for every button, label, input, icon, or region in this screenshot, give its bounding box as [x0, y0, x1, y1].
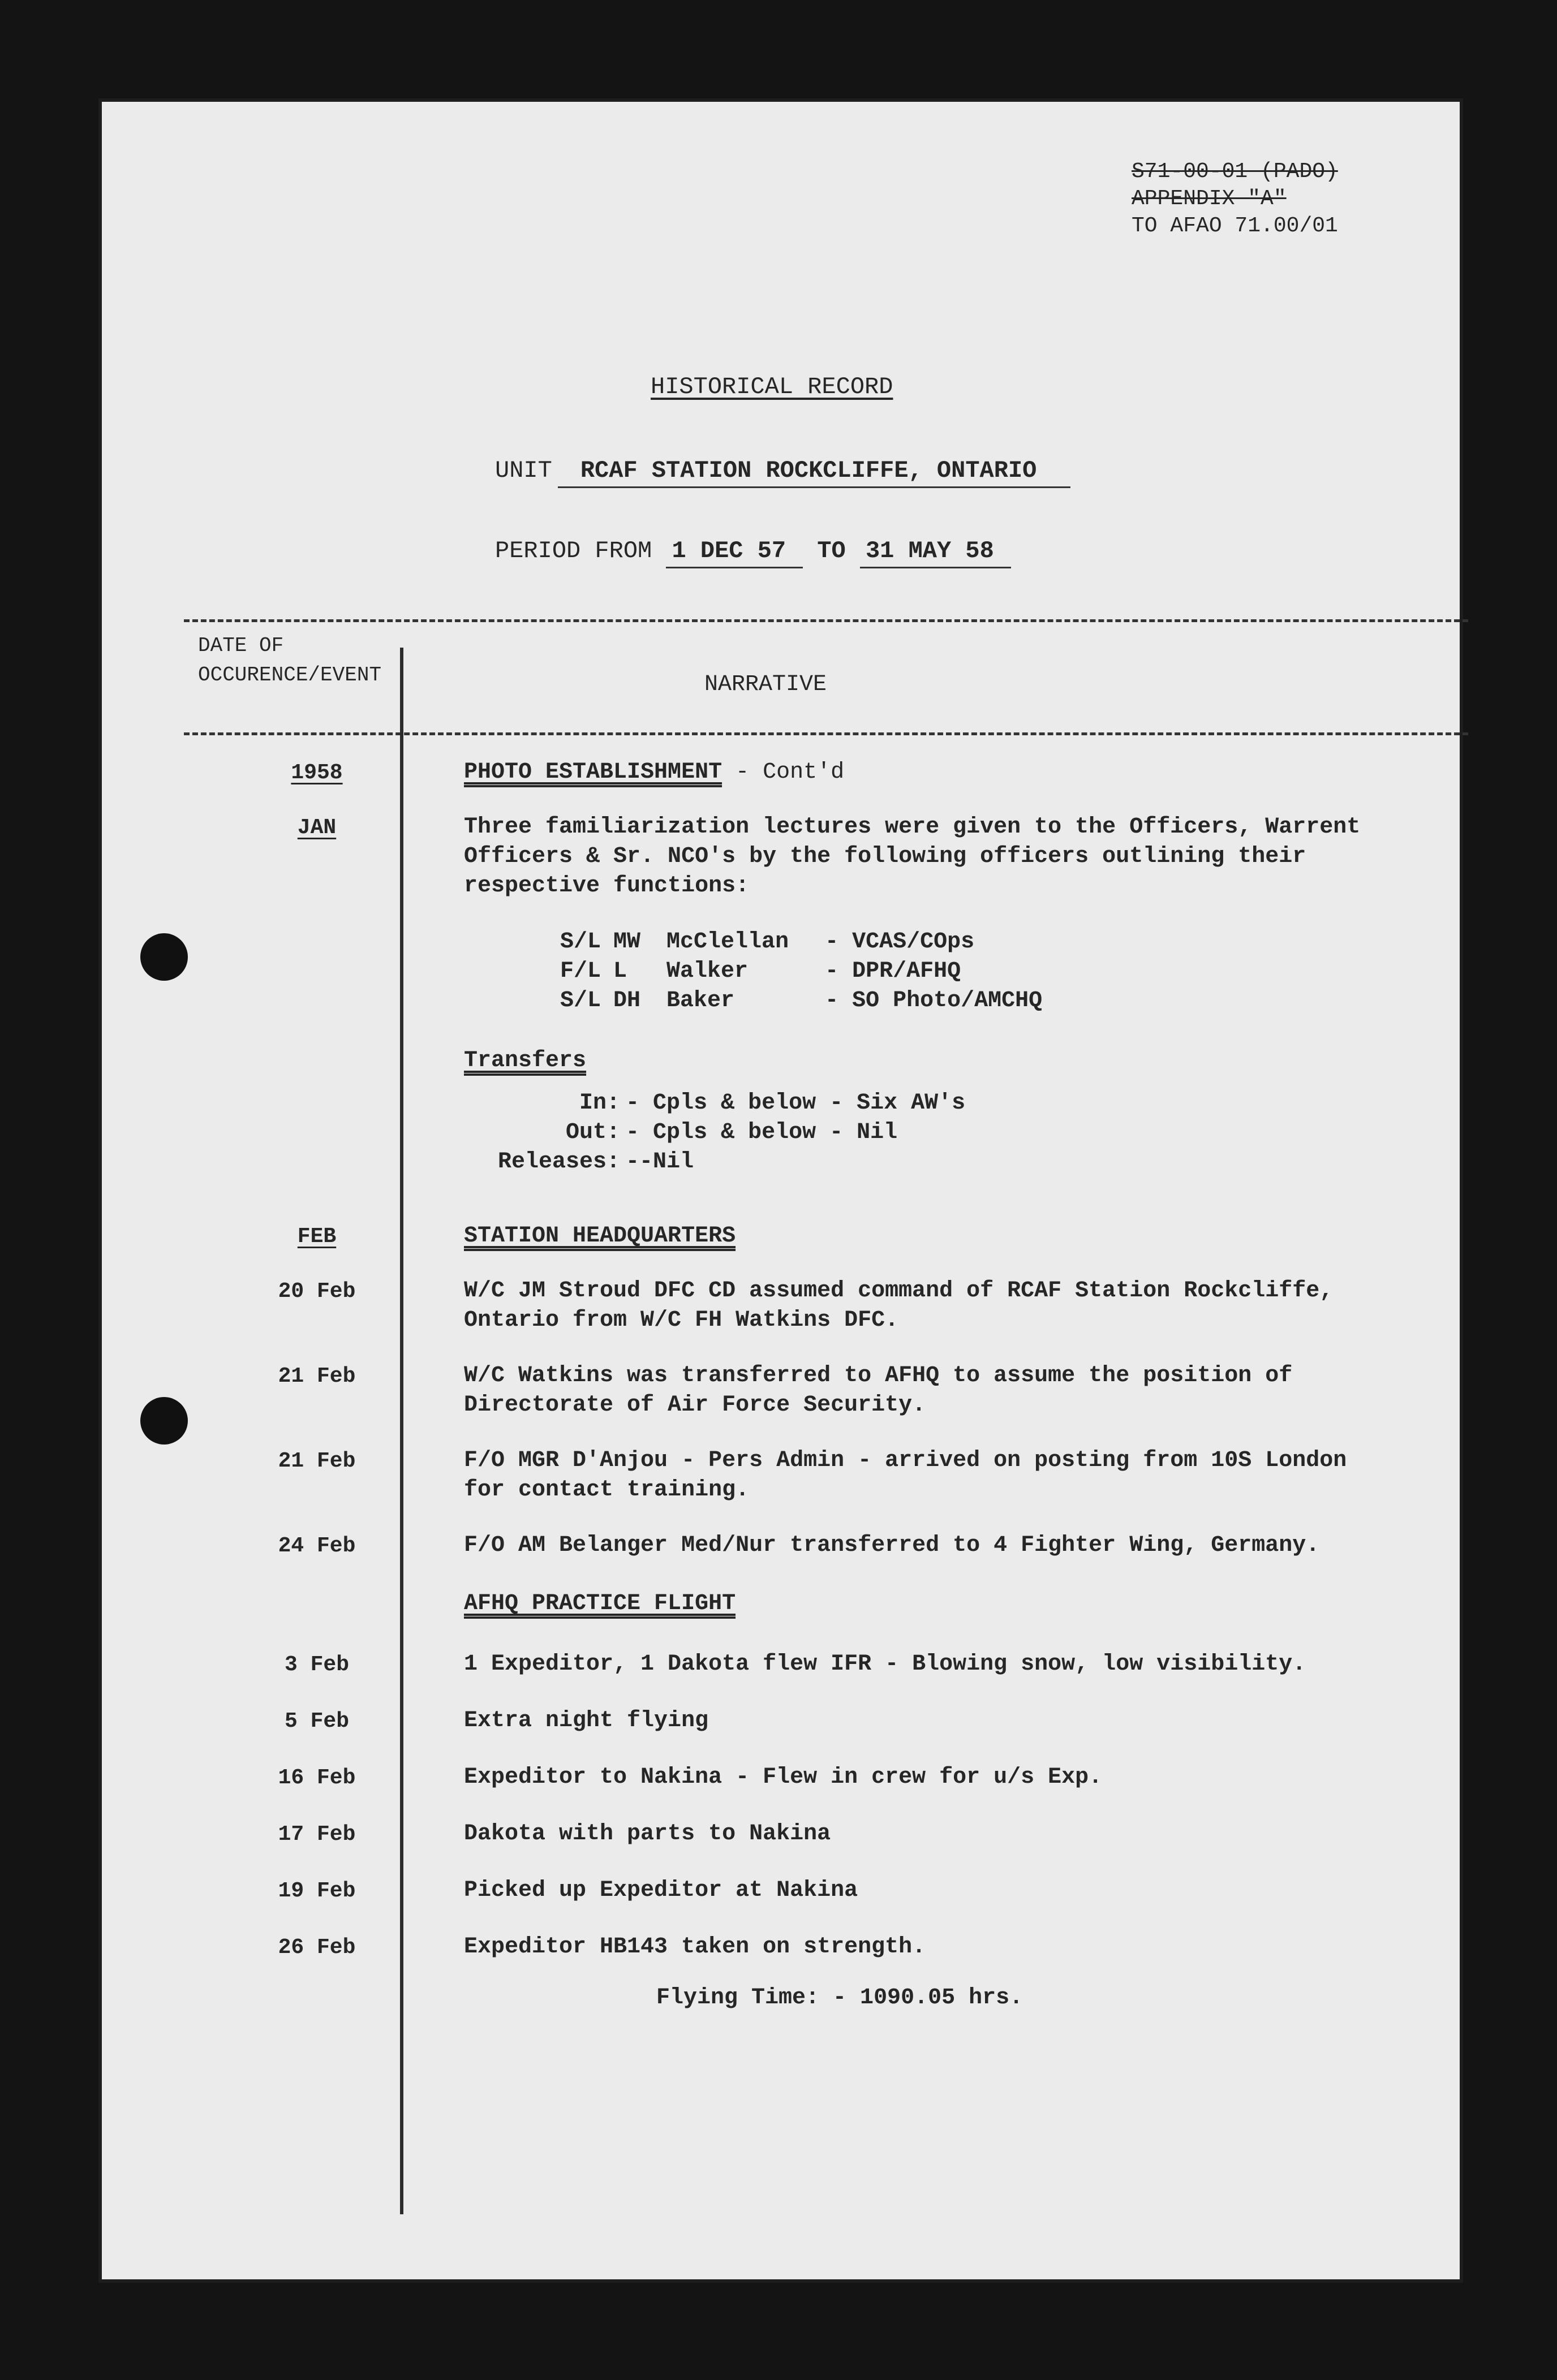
- period-to: 31 MAY 58: [860, 537, 1011, 568]
- transfers-heading: Transfers: [464, 1048, 587, 1073]
- officer-initials: DH: [613, 988, 641, 1014]
- entry-line: F/O AM Belanger Med/Nur transferred to 4 Fighter Wing, Germany.: [464, 1533, 1320, 1558]
- list-item: [560, 986, 1055, 1016]
- transfer-label: In:: [579, 1090, 621, 1116]
- unit-label: UNIT: [495, 457, 552, 484]
- page-title: HISTORICAL RECORD: [651, 373, 893, 400]
- list-item: [498, 1118, 971, 1148]
- period-label: PERIOD FROM: [495, 537, 652, 564]
- list-item: [498, 1089, 971, 1118]
- list-item: [560, 957, 1055, 986]
- officer-rank: S/L: [560, 988, 601, 1014]
- entry-text: Extra night flying: [464, 1708, 709, 1734]
- ref-line-3: TO AFAO 71.00/01: [1132, 214, 1338, 238]
- entry-line: F/O MGR D'Anjou - Pers Admin - arrived on posting from 10S London: [464, 1448, 1347, 1473]
- entry-date: 5 Feb: [284, 1709, 350, 1734]
- list-item: [560, 928, 1055, 957]
- reference-block: [1132, 158, 1338, 240]
- period-row: [495, 537, 1011, 568]
- officer-name: Baker: [666, 988, 735, 1014]
- unit-value: RCAF STATION ROCKCLIFFE, ONTARIO: [558, 457, 1071, 488]
- officer-initials: MW: [613, 929, 641, 955]
- ref-line-1: S71-00-01 (PADO): [1132, 159, 1338, 184]
- date-column-header: [198, 631, 381, 690]
- transfer-value: --Nil: [626, 1149, 694, 1175]
- entry-text: [464, 1446, 1347, 1505]
- photo-heading: PHOTO ESTABLISHMENT: [464, 760, 722, 785]
- entry-date: 21 Feb: [278, 1449, 356, 1473]
- entry-text: [464, 1531, 1319, 1560]
- entry-date: 19 Feb: [278, 1879, 356, 1903]
- year-label: 1958: [291, 761, 343, 785]
- entry-date: 21 Feb: [278, 1364, 356, 1389]
- transfer-label: Releases:: [498, 1149, 621, 1175]
- binder-hole: [140, 1397, 188, 1445]
- entry-line: W/C Watkins was transferred to AFHQ to assume the position of: [464, 1363, 1293, 1389]
- period-to-label: TO: [817, 537, 846, 564]
- entry-text: [464, 1277, 1333, 1335]
- officer-initials: L: [613, 959, 627, 984]
- officer-role: - SO Photo/AMCHQ: [825, 988, 1043, 1014]
- entry-line: for contact training.: [464, 1477, 750, 1503]
- ref-line-2: APPENDIX "A": [1132, 187, 1287, 211]
- narrative-column-header: NARRATIVE: [704, 672, 827, 697]
- officer-rank: S/L: [560, 929, 601, 955]
- date-header-line-1: DATE OF: [198, 634, 284, 657]
- list-item: [498, 1148, 971, 1177]
- officer-role: - VCAS/COps: [825, 929, 975, 955]
- entry-date: 17 Feb: [278, 1822, 356, 1847]
- officer-role: - DPR/AFHQ: [825, 959, 961, 984]
- flying-time: Flying Time: - 1090.05 hrs.: [656, 1985, 1023, 2011]
- officer-rank: F/L: [560, 959, 601, 984]
- transfer-value: - Cpls & below - Six AW's: [626, 1090, 966, 1116]
- transfer-value: - Cpls & below - Nil: [626, 1120, 898, 1145]
- top-divider: [184, 619, 1468, 622]
- binder-hole: [140, 933, 188, 981]
- transfer-label: Out:: [566, 1120, 621, 1145]
- column-divider: [400, 648, 403, 2214]
- entry-date: 20 Feb: [278, 1279, 356, 1304]
- unit-row: [495, 457, 1070, 488]
- photo-contd: - Cont'd: [722, 760, 845, 785]
- document-page: [102, 102, 1460, 2279]
- entry-date: 24 Feb: [278, 1534, 356, 1558]
- entry-text: Dakota with parts to Nakina: [464, 1821, 831, 1847]
- afhq-heading: AFHQ PRACTICE FLIGHT: [464, 1591, 736, 1616]
- date-header-line-2: OCCURENCE/EVENT: [198, 663, 382, 687]
- shq-heading: STATION HEADQUARTERS: [464, 1223, 736, 1249]
- officer-name: McClellan: [666, 929, 789, 955]
- entry-date: 16 Feb: [278, 1766, 356, 1790]
- entry-text: Expeditor HB143 taken on strength.: [464, 1934, 926, 1960]
- entry-date: 26 Feb: [278, 1935, 356, 1960]
- jan-text-line: respective functions:: [464, 873, 750, 899]
- entry-line: W/C JM Stroud DFC CD assumed command of RCAF Station Rockcliffe,: [464, 1278, 1334, 1304]
- jan-text-line: Officers & Sr. NCO's by the following officers outlining their: [464, 844, 1306, 869]
- officers-list: [560, 928, 1055, 1016]
- jan-narrative: [464, 813, 1360, 901]
- entry-date: 3 Feb: [284, 1653, 350, 1677]
- month-feb: FEB: [297, 1225, 337, 1249]
- entry-text: [464, 1361, 1292, 1420]
- header-divider: [184, 732, 1468, 735]
- entry-text: Picked up Expeditor at Nakina: [464, 1878, 858, 1903]
- jan-text-line: Three familiarization lectures were given to the Officers, Warrent: [464, 814, 1361, 840]
- officer-name: Walker: [666, 959, 749, 984]
- entry-line: Directorate of Air Force Security.: [464, 1392, 926, 1418]
- transfers-list: [498, 1089, 971, 1177]
- month-jan: JAN: [297, 816, 337, 840]
- entry-line: Ontario from W/C FH Watkins DFC.: [464, 1308, 899, 1333]
- entry-text: Expeditor to Nakina - Flew in crew for u/s Exp.: [464, 1765, 1103, 1790]
- period-from: 1 DEC 57: [666, 537, 803, 568]
- photo-heading-row: [464, 758, 844, 787]
- entry-text: 1 Expeditor, 1 Dakota flew IFR - Blowing snow, low visibility.: [464, 1652, 1306, 1677]
